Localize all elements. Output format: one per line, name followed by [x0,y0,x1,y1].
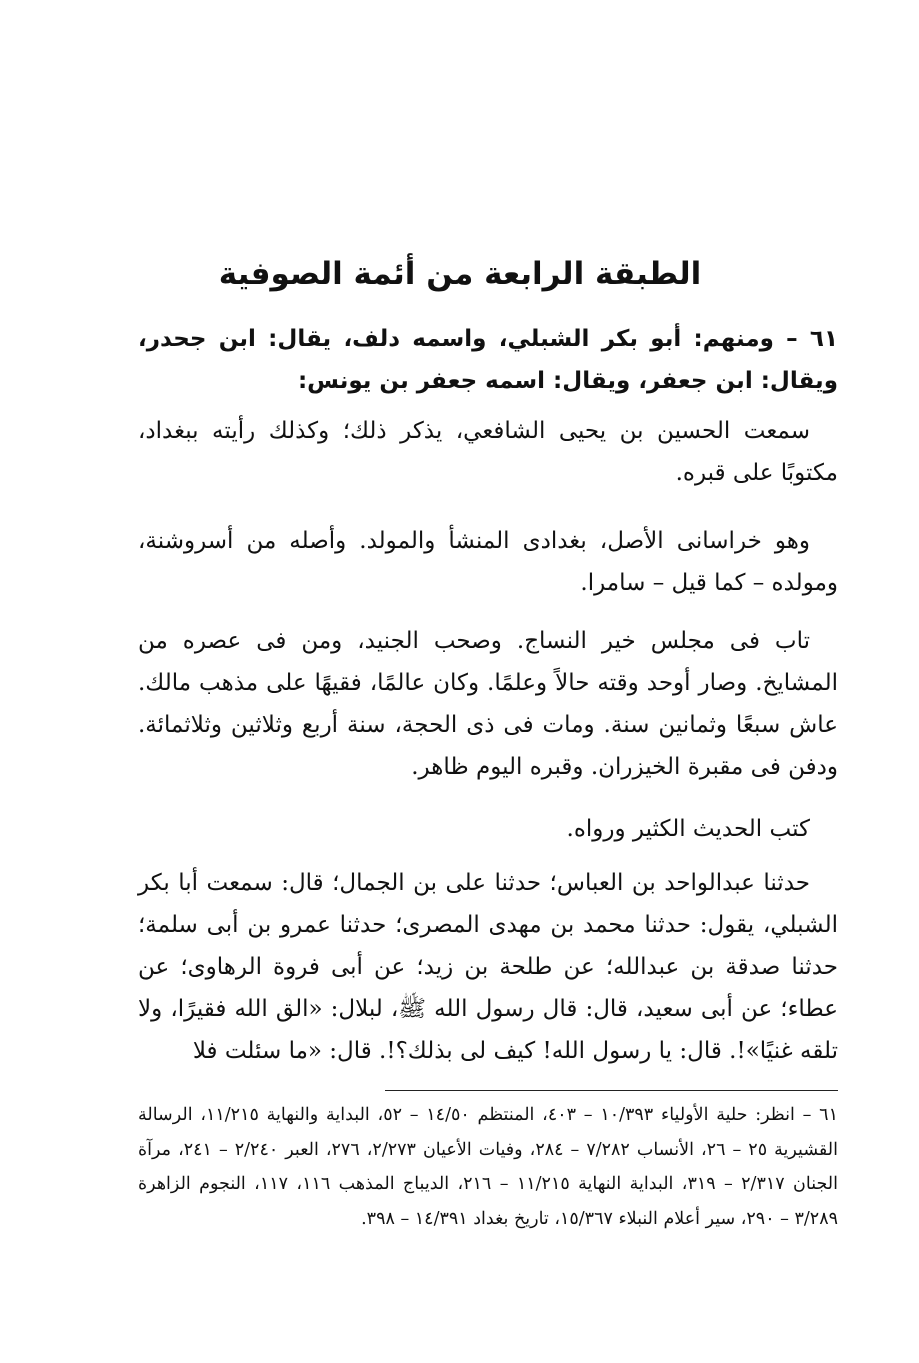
paragraph-4-text: كتب الحديث الكثير ورواه. [566,816,810,842]
footnote-divider [385,1090,838,1091]
paragraph-5-text: حدثنا عبدالواحد بن العباس؛ حدثنا على بن الجمال؛ قال: سمعت أبا بكر الشبلي، يقول: حدثنا محمد بن مهدى المصرى؛ حدثنا عمرو بن أبى سلمة؛ حدثنا صدقة بن عبدالله؛ عن طلحة بن زيد؛ عن أبى فروة الرهاوى؛ عن عطاء؛ عن أبى سعيد، قال: قال رسول الله ﷺ، لبلال: «الق الله فقيرًا، ولا تلقه غنيًا»!. قال: يا رسول الله! كيف لى بذلك؟!. قال: «ما سئلت فلا [138,870,838,1064]
paragraph-3-text: تاب فى مجلس خير النساج. وصحب الجنيد، ومن فى عصره من المشايخ. وصار أوحد وقته حالاً وعلمًا. وكان عالمًا، فقيهًا على مذهب مالك. عاش سبعًا وثمانين سنة. ومات فى ذى الحجة، سنة أربع وثلاثين وثلاثمائة. ودفن فى مقبرة الخيزران. وقبره اليوم ظاهر. [138,628,838,780]
paragraph-3 [138,620,838,788]
footnote [138,1098,838,1236]
paragraph-1-text: سمعت الحسين بن يحيى الشافعي، يذكر ذلك؛ وكذلك رأيته ببغداد، مكتوبًا على قبره. [138,418,838,486]
chapter-title: الطبقة الرابعة من أئمة الصوفية [218,256,702,292]
paragraph-4 [138,808,838,850]
paragraph-1 [138,410,838,494]
paragraph-5 [138,862,838,1072]
paragraph-2-text: وهو خراسانى الأصل، بغدادى المنشأ والمولد. وأصله من أسروشنة، ومولده – كما قيل – سامرا. [138,528,838,596]
entry-heading: ٦١ – ومنهم: أبو بكر الشبلي، واسمه دلف، يقال: ابن جحدر، ويقال: ابن جعفر، ويقال: اسمه جعفر بن يونس: [138,326,838,394]
footnote-text: ٦١ – انظر: حلية الأولياء ١٠/٣٩٣ – ٤٠٣، المنتظم ١٤/٥٠ – ٥٢، البداية والنهاية ١١/٢١٥، الرسالة القشيرية ٢٥ – ٢٦، الأنساب ٧/٢٨٢ – ٢٨٤، وفيات الأعيان ٢/٢٧٣، ٢٧٦، العبر ٢/٢٤٠ – ٢٤١، مرآة الجنان ٢/٣١٧ – ٣١٩، البداية النهاية ١١/٢١٥ – ٢١٦، الديباج المذهب ١١٦، ١١٧، النجوم الزاهرة ٣/٢٨٩ – ٢٩٠، سير أعلام النبلاء ١٥/٣٦٧، تاريخ بغداد ١٤/٣٩١ – ٣٩٨. [138,1105,838,1229]
paragraph-2 [138,520,838,604]
